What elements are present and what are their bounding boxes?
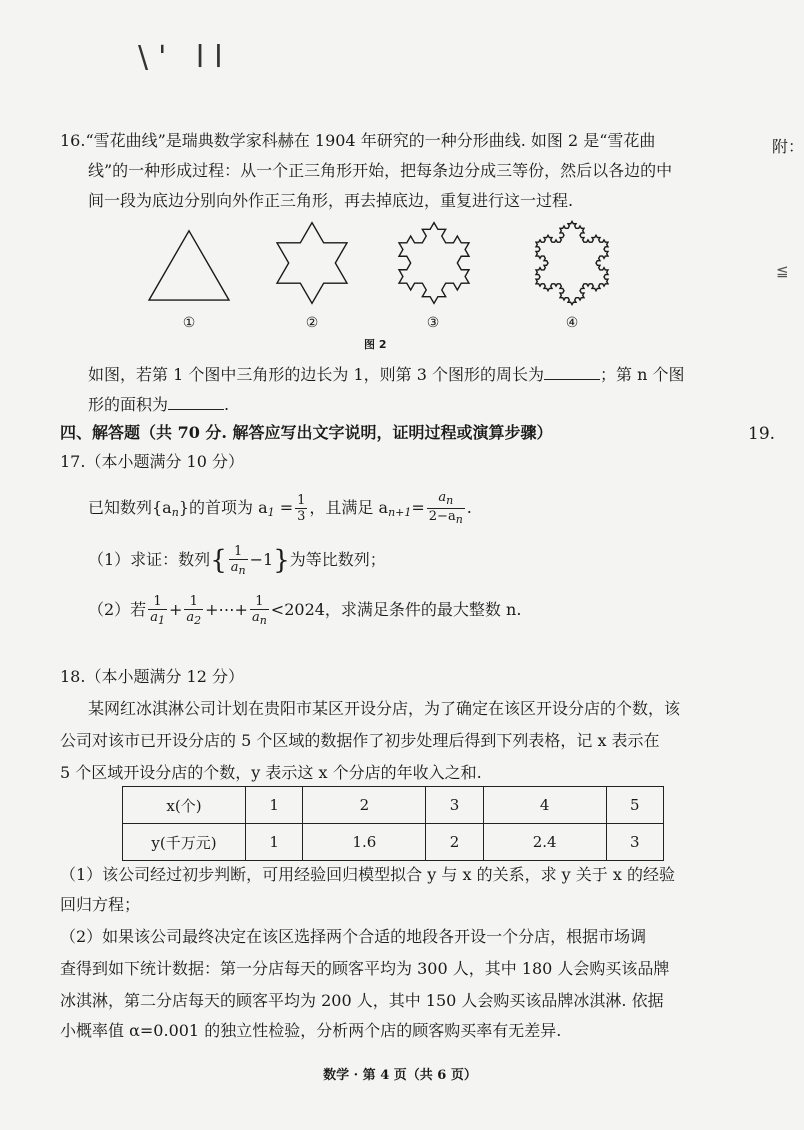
- table-header-y: y(千万元): [123, 824, 246, 861]
- table-cell: 1: [246, 824, 303, 861]
- q18-header: 18.（本小题满分 12 分）: [60, 667, 244, 686]
- table-cell: 4: [483, 787, 606, 824]
- q17-part-2: （2）若 $\frac{1}{a_1}$ + $\frac{1}{a_2}$ +⋯+ $\frac{1}{a_n}$ <2024，求满足条件的最大整数 n.: [88, 593, 522, 627]
- side-note-fu: 附：: [772, 137, 804, 156]
- q16-question-text-c: 形的面积为: [88, 395, 169, 414]
- side-mark: ≦: [776, 262, 789, 280]
- q18-paragraph-2: 公司对该市已开设分店的 5 个区域的数据作了初步处理后得到下列表格，记 x 表示在: [60, 731, 660, 750]
- q18-paragraph-3: 5 个区域开设分店的个数，y 表示这 x 个分店的年收入之和.: [60, 763, 482, 782]
- table-cell: 3: [606, 824, 663, 861]
- q16-question-text-d: .: [224, 395, 230, 414]
- q17-part2-text-b: <2024，求满足条件的最大整数 n.: [270, 600, 522, 619]
- table-cell: 3: [426, 787, 483, 824]
- section-heading: 四、解答题（共 70 分. 解答应写出文字说明，证明过程或演算步骤）: [60, 423, 553, 442]
- fraction-recurrence: $\frac{a_n}{2-a_n}$: [428, 490, 463, 526]
- q16-question-line-1: [88, 364, 684, 386]
- q17-given-text-c: ，且满足 a: [309, 498, 389, 517]
- q18-part2-line-4: 小概率值 α=0.001 的独立性检验，分析两个店的顾客购买率有无差异.: [60, 1021, 562, 1040]
- table-cell: 1: [246, 787, 303, 824]
- q17-given-text-d: =: [411, 498, 425, 517]
- figure-label-2: ②: [305, 315, 319, 331]
- q18-paragraph-1: 某网红冰淇淋公司计划在贵阳市某区开设分店，为了确定在该区开设分店的个数，该: [88, 699, 681, 718]
- q18-part1-line-1: （1）该公司经过初步判断，可用经验回归模型拟合 y 与 x 的关系，求 y 关于 x 的经验: [60, 865, 675, 884]
- fraction-one-over-an: $\frac{1}{a_n}$: [230, 543, 246, 577]
- q18-part2-line-3: 冰淇淋，第二分店每天的顾客平均为 200 人，其中 150 人会购买该品牌冰淇淋. 依据: [60, 991, 664, 1010]
- koch-figure: [140, 205, 620, 335]
- table-row: [123, 787, 664, 824]
- q16-line-3: 间一段为底边分别向外作正三角形，再去掉底边，重复进行这一过程.: [88, 191, 574, 210]
- side-question-19: 19.: [748, 424, 776, 444]
- fraction-one-third: $\frac{1}{3}$: [297, 493, 306, 524]
- table-cell: 2: [303, 787, 426, 824]
- q16-line-2: 线”的一种形成过程：从一个正三角形开始，把每条边分成三等份，然后以各边的中: [88, 161, 673, 180]
- q18-part2-line-1: （2）如果该公司最终决定在该区选择两个合适的地段各开设一个分店，根据市场调: [60, 927, 647, 946]
- q17-given: 已知数列$\{a_n\}$的首项为 $a_1$ = $\frac{1}{3}$ ，且满足 $a_{n+1}=$ $\frac{a_n}{2-a_n}$ .: [88, 490, 472, 526]
- subscript-n-plus-1: n+1: [388, 506, 412, 519]
- q16-question-text-b: ；第 n 个图: [599, 365, 685, 384]
- q17-header: 17.（本小题满分 10 分）: [60, 452, 244, 471]
- q16-question-text-a: 如图，若第 1 个图中三角形的边长为 1，则第 3 个图形的周长为: [88, 365, 544, 384]
- subscript-1: 1: [267, 506, 275, 519]
- q16-question-line-2: [88, 394, 229, 416]
- figure-caption: 图 2: [364, 338, 387, 351]
- table-cell: 5: [606, 787, 663, 824]
- answer-blank-perimeter[interactable]: [544, 365, 600, 380]
- q17-given-text-b: }的首项为 a: [178, 498, 268, 517]
- koch-iteration-1: [149, 231, 229, 300]
- fraction-one-over-an-sum: $\frac{1}{a_n}$: [251, 593, 267, 627]
- fraction-one-over-a1: $\frac{1}{a_1}$: [150, 593, 165, 627]
- koch-iteration-4: [536, 221, 608, 304]
- q17-part-1: （1）求证：数列{ $\frac{1}{a_n}$ −1}为等比数列；: [88, 543, 386, 577]
- handwritten-mark: \' ll: [138, 40, 233, 75]
- q17-part1-inner: −1: [249, 550, 274, 569]
- answer-blank-area[interactable]: [168, 395, 224, 410]
- figure-label-4: ④: [565, 315, 579, 331]
- page-footer: 数学 · 第 4 页（共 6 页）: [323, 1068, 477, 1083]
- fraction-one-over-a2: $\frac{1}{a_2}$: [186, 593, 202, 627]
- q18-part2-line-2: 查得到如下统计数据：第一分店每天的顾客平均为 300 人，其中 180 人会购买该品牌: [60, 959, 670, 978]
- koch-iteration-3: [399, 223, 469, 304]
- q16-line-1: 16.“雪花曲线”是瑞典数学家科赫在 1904 年研究的一种分形曲线. 如图 2 是“雪花曲: [60, 131, 656, 150]
- q17-part1-text-b: 为等比数列；: [289, 550, 386, 569]
- q17-part2-dots: +⋯+: [205, 600, 248, 619]
- table-cell: 2: [426, 824, 483, 861]
- table-cell: 2.4: [483, 824, 606, 861]
- figure-label-3: ③: [426, 315, 440, 331]
- q17-part2-text-a: （2）若: [88, 600, 147, 619]
- table-header-x: x(个): [123, 787, 246, 824]
- data-table: [122, 786, 664, 861]
- q17-given-text-a: 已知数列{a: [88, 498, 172, 517]
- q17-part1-text-a: （1）求证：数列: [88, 550, 211, 569]
- q18-part1-line-2: 回归方程；: [60, 895, 141, 914]
- table-row: [123, 824, 664, 861]
- table-cell: 1.6: [303, 824, 426, 861]
- figure-label-1: ①: [182, 315, 196, 331]
- koch-iteration-2: [277, 223, 347, 304]
- subscript-n: n: [171, 506, 179, 519]
